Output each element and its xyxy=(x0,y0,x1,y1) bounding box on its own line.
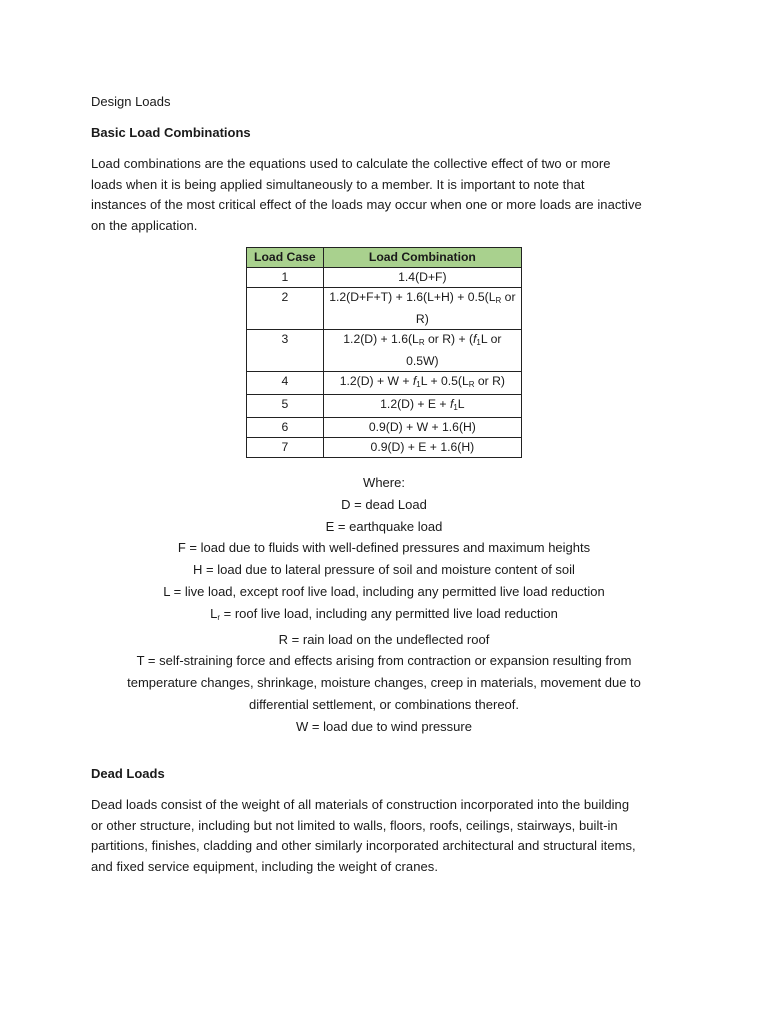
definition-self-straining-line-3: differential settlement, or combinations thereof. xyxy=(248,696,520,712)
paragraph-line: on the application. xyxy=(91,217,198,233)
load-case-cell: 1 xyxy=(247,268,324,288)
paragraph-line: and fixed service equipment, including the weight of cranes. xyxy=(91,858,438,874)
table-row xyxy=(247,438,522,458)
load-combination-table xyxy=(246,247,522,458)
definition-rain-load: R = rain load on the undeflected roof xyxy=(278,631,490,647)
paragraph-line: Dead loads consist of the weight of all materials of construction incorporated into the building xyxy=(91,797,630,812)
table-header-row xyxy=(247,248,522,268)
load-combination-cell: $1.2(D+F+T) + 1.6(L+H) + 0.5(L_R$ or R) xyxy=(323,288,521,330)
document-title: Design Loads xyxy=(91,94,171,109)
paragraph-line: or other structure, including but not limited to walls, floors, roofs, ceilings, stairways, built-in xyxy=(91,817,618,833)
paragraph-dead-loads xyxy=(91,795,681,877)
definition-dead-load: D = dead Load xyxy=(341,496,427,512)
load-combination-cell: $1.2(D) + W + f_1L + 0.5(L_R$ or R) xyxy=(323,372,521,395)
paragraph-line: Load combinations are the equations used to calculate the collective effect of two or more xyxy=(91,156,611,171)
definition-self-straining-line-1: T = self-straining force and effects arising from contraction or expansion resulting from xyxy=(136,653,632,669)
table-row xyxy=(247,268,522,288)
header-load-combination: Load Combination xyxy=(323,248,521,268)
load-case-cell: 6 xyxy=(247,418,324,438)
definition-roof-live-load: $L_r$ = roof live load, including any permitted live load reduction xyxy=(210,605,558,622)
definition-fluid-load: F = load due to fluids with well-defined pressures and maximum heights xyxy=(177,540,591,556)
definition-live-load: L = live load, except roof live load, including any permitted live load reduction xyxy=(163,583,605,599)
paragraph-line: loads when it is being applied simultaneously to a member. It is important to note that xyxy=(91,176,585,192)
load-combination-cell: 0.9(D) + W + 1.6(H) xyxy=(323,418,521,438)
load-case-cell: 4 xyxy=(247,372,324,395)
where-label: Where: xyxy=(363,475,405,490)
definition-earthquake-load: E = earthquake load xyxy=(325,518,443,534)
where-definitions xyxy=(0,472,768,738)
table-row xyxy=(247,418,522,438)
table-row xyxy=(247,395,522,418)
paragraph-line: partitions, finishes, cladding and other similarly incorporated architectural and structural items, xyxy=(91,838,636,853)
section-heading-basic-load-combinations: Basic Load Combinations xyxy=(91,125,251,140)
table-row xyxy=(247,330,522,372)
header-load-case: Load Case xyxy=(247,248,324,268)
definition-wind-load: W = load due to wind pressure xyxy=(296,718,472,734)
load-case-cell: 7 xyxy=(247,438,324,458)
table-row xyxy=(247,372,522,395)
definition-soil-pressure: H = load due to lateral pressure of soil and moisture content of soil xyxy=(193,562,575,578)
paragraph-line: instances of the most critical effect of the loads may occur when one or more loads are inactive xyxy=(91,197,642,212)
section-heading-dead-loads: Dead Loads xyxy=(91,766,165,781)
definition-self-straining-line-2: temperature changes, shrinkage, moisture changes, creep in materials, movement due to xyxy=(127,675,641,691)
load-combination-cell: $1.2(D) + E + f_1L$ xyxy=(323,395,521,418)
load-case-cell: 5 xyxy=(247,395,324,418)
load-combination-cell: $1.2(D) + 1.6(L_R$ or $R) + (f_1L$ or 0.5W) xyxy=(323,330,521,372)
table-row xyxy=(247,288,522,330)
load-case-cell: 3 xyxy=(247,330,324,372)
paragraph-load-combinations xyxy=(91,154,681,236)
load-combination-cell: 0.9(D) + E + 1.6(H) xyxy=(323,438,521,458)
load-combination-cell: 1.4(D+F) xyxy=(323,268,521,288)
load-case-cell: 2 xyxy=(247,288,324,330)
